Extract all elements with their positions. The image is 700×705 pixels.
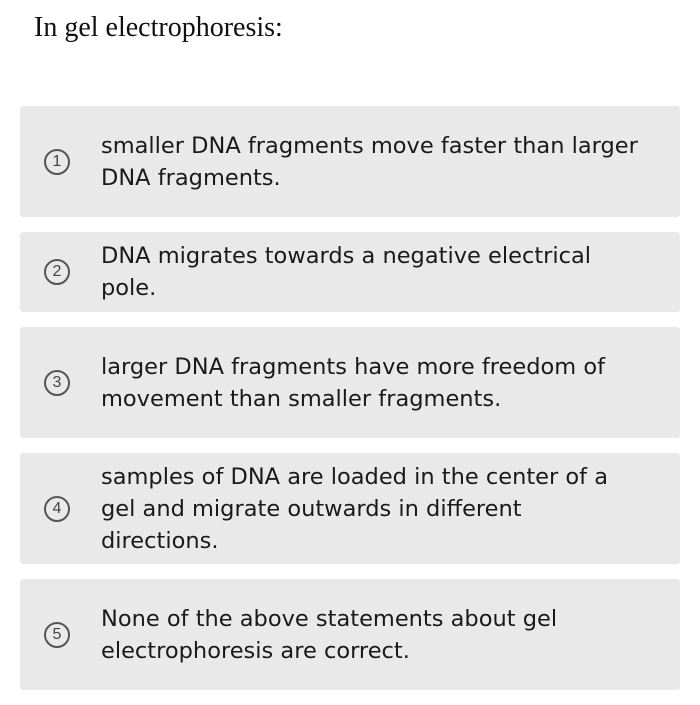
option-text: smaller DNA fragments move faster than larger DNA fragments. [101, 132, 638, 191]
answer-option-3[interactable] [20, 327, 680, 438]
answer-option-1[interactable] [20, 106, 680, 217]
answer-option-4[interactable] [20, 453, 680, 564]
answer-options-list [20, 106, 680, 705]
option-number-badge: 5 [44, 622, 70, 648]
option-text: None of the above statements about gel electrophoresis are correct. [101, 605, 558, 664]
option-text: DNA migrates towards a negative electrical pole. [101, 243, 592, 301]
question-text: In gel electrophoresis: [34, 12, 283, 43]
answer-option-2[interactable] [20, 232, 680, 312]
option-number-badge: 4 [44, 496, 70, 522]
option-text: larger DNA fragments have more freedom of movement than smaller fragments. [101, 353, 606, 412]
option-number-badge: 3 [44, 370, 70, 396]
answer-option-5[interactable] [20, 579, 680, 690]
option-number-badge: 1 [44, 149, 70, 175]
option-number-badge: 2 [44, 259, 70, 285]
option-text: samples of DNA are loaded in the center of a gel and migrate outwards in different directions. [101, 463, 609, 554]
